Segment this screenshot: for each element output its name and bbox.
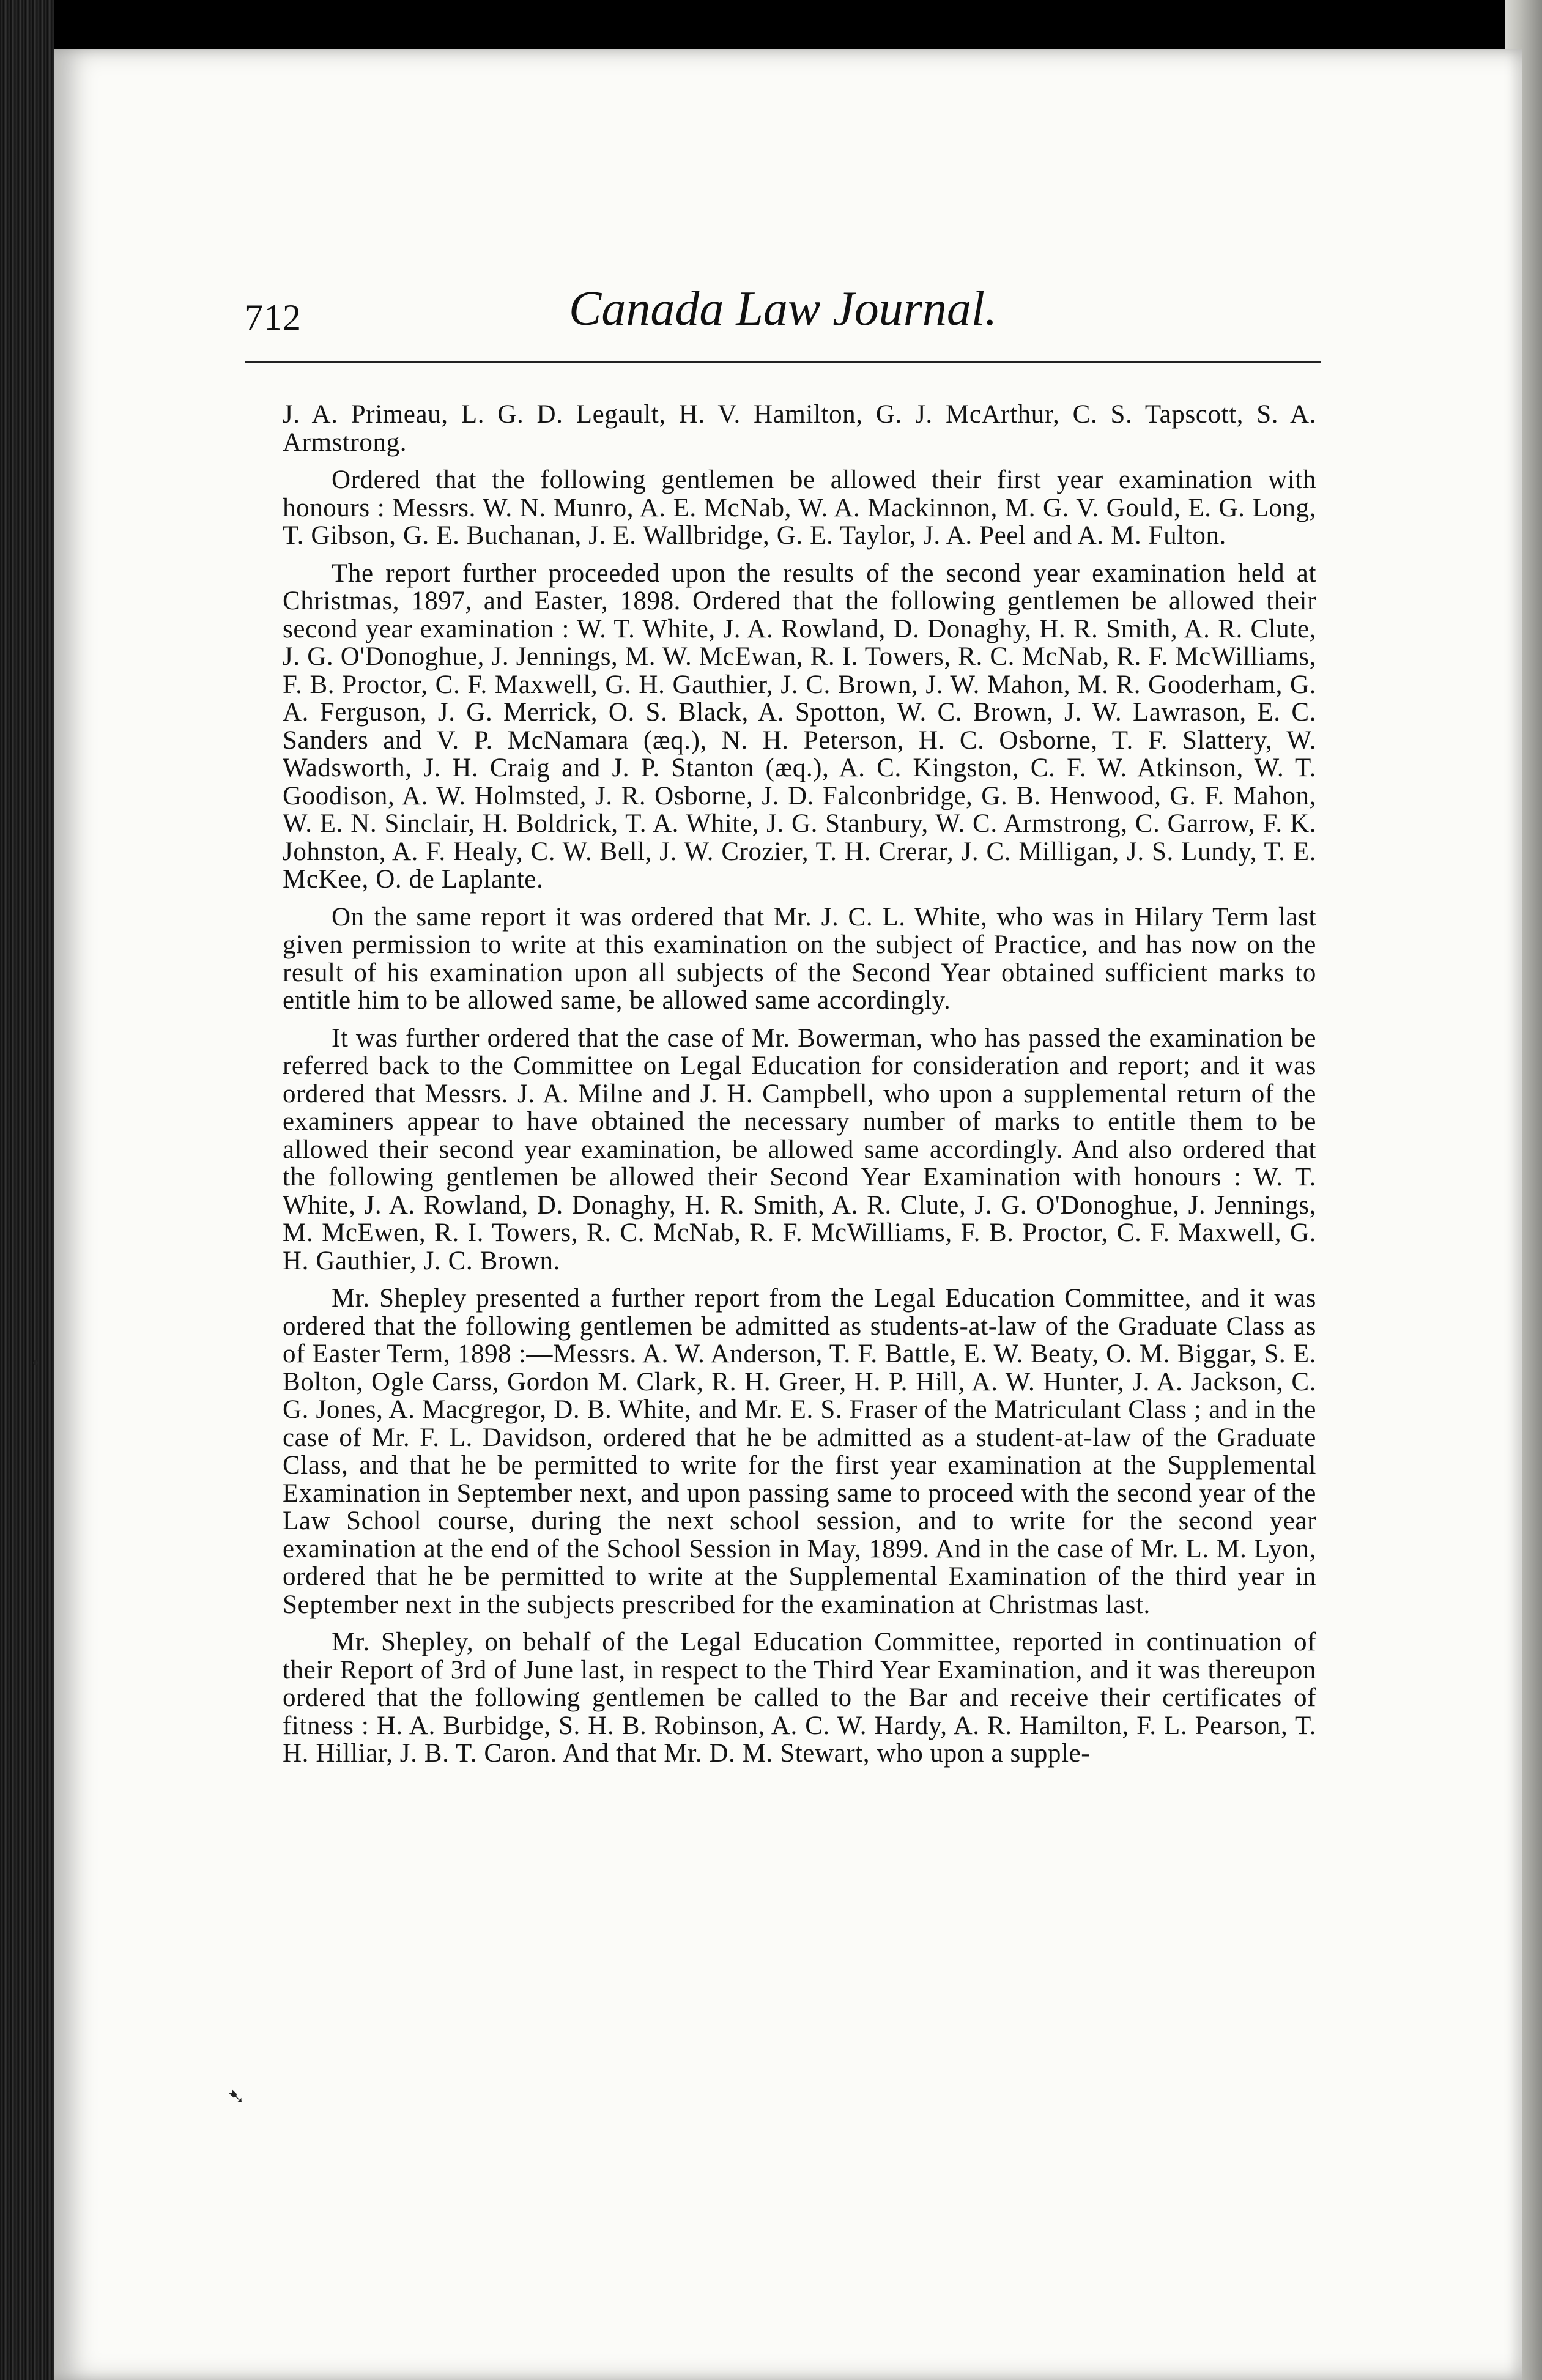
article-body <box>283 401 1316 1778</box>
page-number: 712 <box>245 297 302 338</box>
margin-arrow-mark: ➷ <box>228 2086 245 2108</box>
paragraph-graduate-class: Mr. Shepley presented a further report from the Legal Education Committee, and it was ordered that the following gentlemen be admitted as students-at-law of the Graduate Class as of Easter Term, 1898 :—Messrs. A. W. Anderson, T. F. Battle, E. W. Beaty, O. M. Biggar, S. E. Bolton, Ogle Carss, Gordon M. Clark, R. H. Greer, H. P. Hill, A. W. Hunter, J. A. Jackson, C. G. Jones, A. Macgregor, D. B. White, and Mr. E. S. Fraser of the Matriculant Class ; and in the case of Mr. F. L. Davidson, ordered that he be admitted as a student-at-law of the Graduate Class, and that he be permitted to write for the first year examination at the Supplemental Examination in September next, and upon passing same to proceed with the second year of the Law School course, during the next school session, and to write for the second year examination at the end of the School Session in May, 1899. And in the case of Mr. L. M. Lyon, ordered that he be permitted to write at the Supplemental Examination of the third year in September next in the subjects prescribed for the examination at Christmas last. <box>283 1284 1316 1619</box>
paragraph-first-year-honours: Ordered that the following gentlemen be allowed their first year examination with honours : Messrs. W. N. Munro, A. E. McNab, W. A. Mackinnon, M. G. V. Gould, E. G. Long, T. Gibson, G. E. Buchanan, J. E. Wallbridge, G. E. Taylor, J. A. Peel and A. M. Fulton. <box>283 465 1316 550</box>
running-title: Canada Law Journal. <box>569 282 998 336</box>
margin-dot-mark: • <box>32 1352 39 1374</box>
paragraph-bowerman-case: It was further ordered that the case of Mr. Bowerman, who has passed the examination be referred back to the Committee on Legal Education for consideration and report; and it was ordered that Messrs. J. A. Milne and J. H. Campbell, who upon a supplemental return of the examiners appear to have obtained the necessary number of marks to entitle them to be allowed their second year examination, be allowed same accordingly. And also ordered that the following gentlemen be allowed their Second Year Examination with honours : W. T. White, J. A. Rowland, D. Donaghy, H. R. Smith, A. R. Clute, J. G. O'Donoghue, J. Jennings, M. McEwen, R. I. Towers, R. C. McNab, R. F. McWilliams, F. B. Proctor, C. F. Maxwell, G. H. Gauthier, J. C. Brown. <box>283 1023 1316 1275</box>
paragraph-third-year-call: Mr. Shepley, on behalf of the Legal Education Committee, reported in continuation of their Report of 3rd of June last, in respect to the Third Year Examination, and it was thereupon ordered that the following gentlemen be called to the Bar and receive their certificates of fitness : H. A. Burbidge, S. H. B. Robinson, A. C. W. Hardy, A. R. Hamilton, F. L. Pearson, T. H. Hilliar, J. B. T. Caron. And that Mr. D. M. Stewart, who upon a supple- <box>283 1628 1316 1768</box>
page-header <box>245 272 1321 370</box>
scan-left-margin <box>0 0 54 2380</box>
paragraph-white-practice: On the same report it was ordered that Mr. J. C. L. White, who was in Hilary Term last given permission to write at this examination on the subject of Practice, and has now on the result of his examination upon all subjects of the Second Year obtained sufficient marks to entitle him to be allowed same, be allowed same accordingly. <box>283 902 1316 1015</box>
paragraph-second-year-results: The report further proceeded upon the results of the second year examination held at Christmas, 1897, and Easter, 1898. Ordered that the following gentlemen be allowed their second year examination : W. T. White, J. A. Rowland, D. Donaghy, H. R. Smith, A. R. Clute, J. G. O'Donoghue, J. Jennings, M. W. McEwan, R. I. Towers, R. C. McNab, R. F. McWilliams, F. B. Proctor, C. F. Maxwell, G. H. Gauthier, J. C. Brown, J. W. Mahon, M. R. Gooderham, G. A. Ferguson, J. G. Merrick, O. S. Black, A. Spotton, W. C. Brown, J. W. Lawrason, E. C. Sanders and V. P. McNamara (æq.), N. H. Peterson, H. C. Osborne, T. F. Slattery, W. Wadsworth, J. H. Craig and J. P. Stanton (æq.), A. C. Kingston, C. F. W. Atkinson, W. T. Goodison, A. W. Holmsted, J. R. Osborne, J. D. Falconbridge, G. B. Henwood, G. F. Mahon, W. E. N. Sinclair, H. Boldrick, T. A. White, J. G. Stanbury, W. C. Armstrong, C. Garrow, F. K. Johnston, A. F. Healy, C. W. Bell, J. W. Crozier, T. H. Crerar, J. C. Milligan, J. S. Lundy, T. E. McKee, O. de Laplante. <box>283 558 1316 894</box>
header-rule <box>245 361 1321 363</box>
paragraph-name-list-continued: J. A. Primeau, L. G. D. Legault, H. V. Hamilton, G. J. McArthur, C. S. Tapscott, S. A. Armstrong. <box>283 400 1316 457</box>
